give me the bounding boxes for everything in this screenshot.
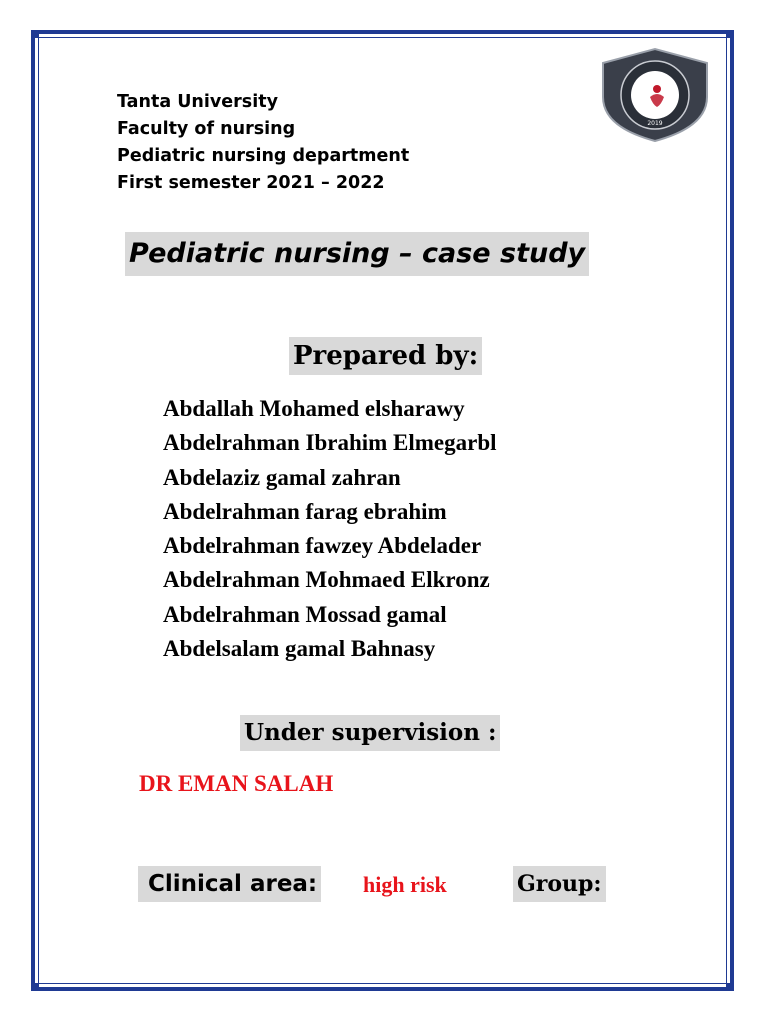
supervision-label: Under supervision : [240,715,500,751]
student-name: Abdelrahman Mossad gamal [163,601,447,627]
logo-year: 2019 [647,120,663,127]
supervisor-name: DR EMAN SALAH [139,771,334,796]
faculty-logo-icon [595,45,715,145]
student-name: Abdelrahman fawzey Abdelader [163,533,482,559]
border-corner [726,983,734,991]
group-label: Group: [513,866,606,902]
student-name: Abdelrahman Ibrahim Elmegarbl [163,430,497,456]
prepared-by-label: Prepared by: [289,337,482,375]
border-corner [726,30,734,38]
border-corner [31,983,39,991]
student-name: Abdallah Mohamed elsharawy [163,396,465,421]
student-name: Abdelsalam gamal Bahnasy [163,636,436,662]
department-name: Pediatric nursing department [117,146,410,166]
student-name: Abdelrahman Mohmaed Elkronz [163,567,490,593]
clinical-area-label: Clinical area: [138,866,321,902]
faculty-name: Faculty of nursing [117,119,296,139]
student-name: Abdelrahman farag ebrahim [163,498,447,524]
header-block [117,89,409,197]
student-list [163,392,497,666]
semester-line: First semester 2021 – 2022 [117,173,385,193]
border-corner [31,30,39,38]
student-name: Abdelaziz gamal zahran [163,464,401,490]
university-name: Tanta University [117,92,278,112]
clinical-area-value: high risk [363,872,447,897]
document-title: Pediatric nursing – case study [125,232,589,276]
